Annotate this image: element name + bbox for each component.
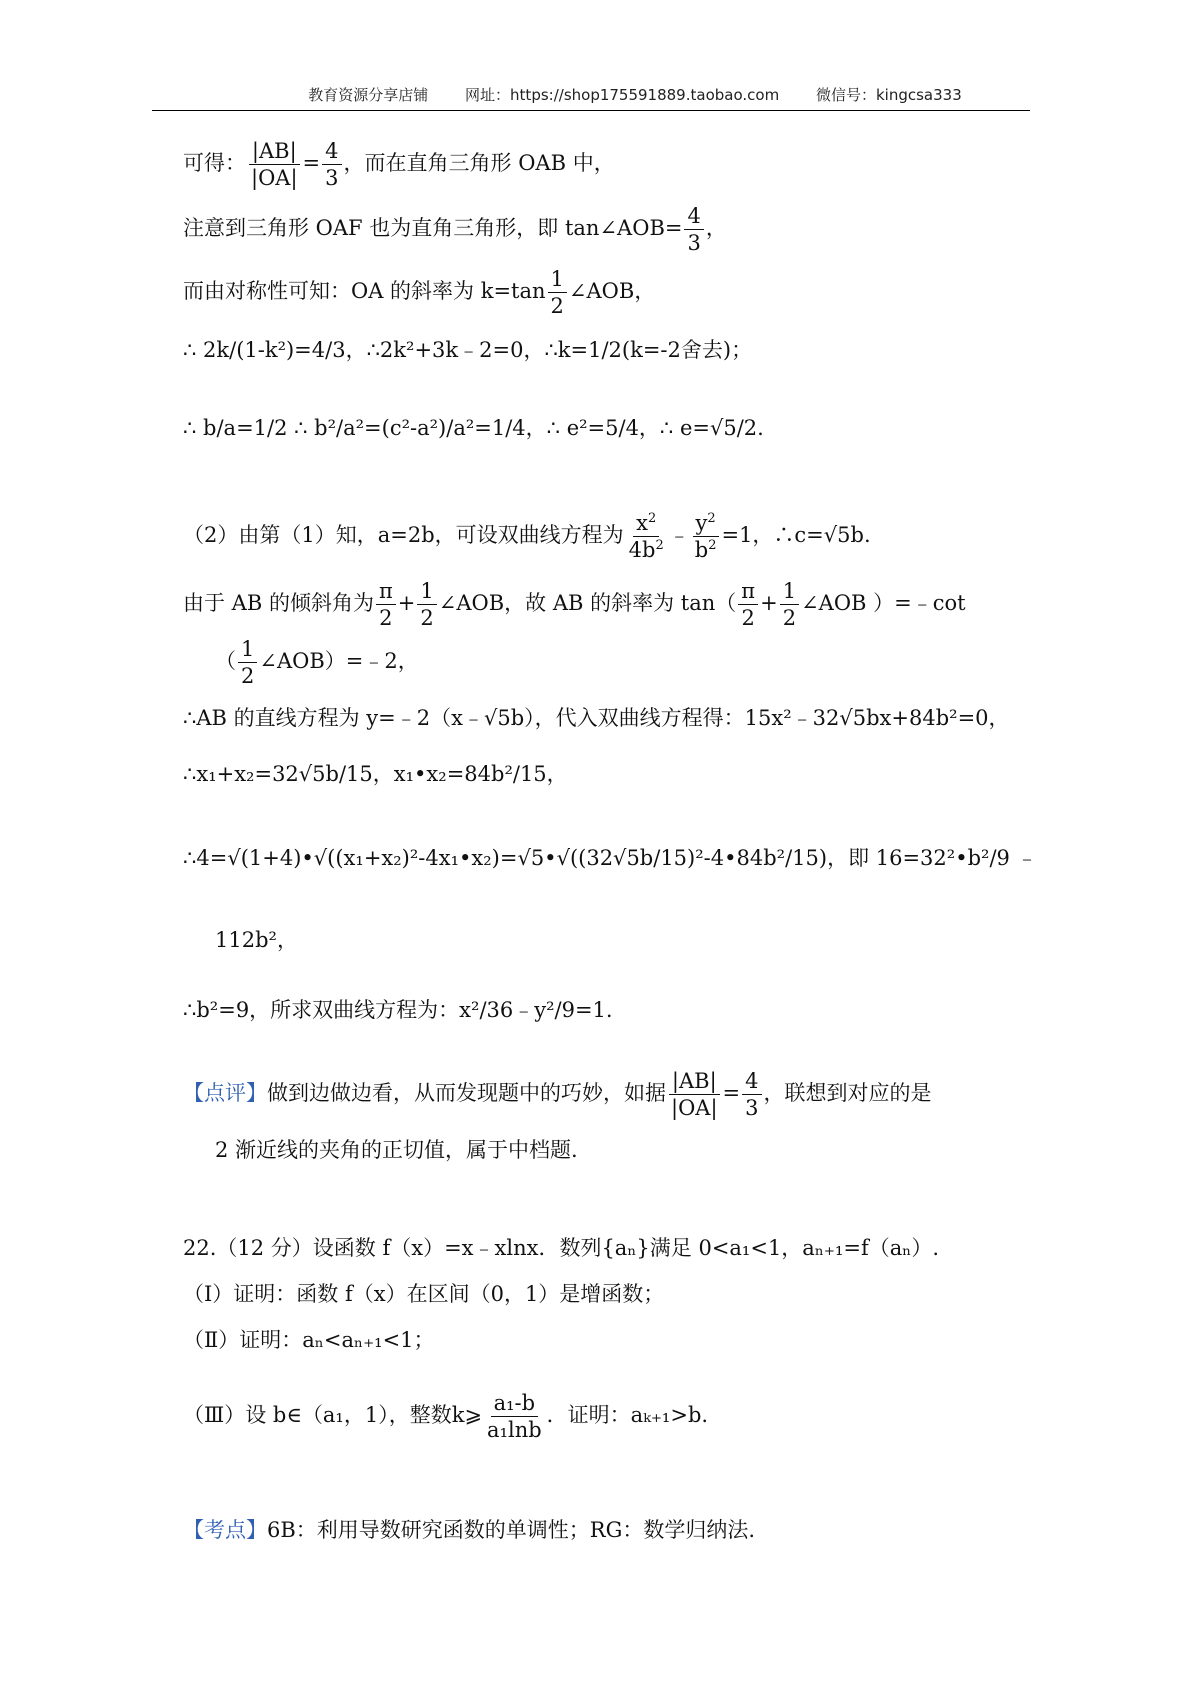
knowledge-text: 6B：利用导数研究函数的单调性；RG：数学归纳法. — [267, 1518, 756, 1542]
frac-4-3-b — [684, 205, 703, 254]
eq: = — [302, 151, 321, 176]
frac-4-3 — [322, 140, 341, 189]
frac-num: 1 — [238, 638, 257, 663]
header-shop: 教育资源分享店铺 — [308, 86, 429, 104]
frac-x2-4b2 — [626, 512, 667, 561]
ratio-num: |AB| — [669, 1070, 720, 1095]
question-22-part-2: （Ⅱ）证明：aₙ<aₙ₊₁<1； — [183, 1328, 435, 1352]
frac-num: 4 — [742, 1070, 761, 1095]
part-3-k: k⩾ — [451, 1403, 483, 1428]
frac-pi-2 — [376, 580, 396, 629]
line-14-suffix: ，联想到对应的是 — [763, 1081, 932, 1106]
question-22: 22.（12 分）设函数 f（x）=x﹣xlnx．数列{aₙ}满足 0<a₁<1，aₙ₊₁=f（aₙ）. — [183, 1236, 940, 1260]
frac-den: 2 — [420, 606, 434, 631]
frac-num: 4 — [684, 205, 703, 230]
line-3-prefix: 而由对称性可知：OA 的斜率为 k=tan — [183, 279, 546, 304]
frac-den: 3 — [745, 1096, 759, 1121]
line-15: 2 渐近线的夹角的正切值，属于中档题. — [215, 1138, 578, 1162]
frac-1-2-c — [238, 638, 257, 687]
frac-num: $x^2$ — [633, 512, 659, 537]
frac-den: 2 — [741, 606, 755, 631]
line-6-prefix: （2）由第（1）知，a=2b，可设双曲线方程为 — [183, 523, 624, 548]
frac-den: $4b^2$ — [628, 538, 664, 563]
page-header — [235, 84, 1035, 105]
frac-den: 2 — [550, 294, 564, 319]
line-14: 【点评】做到边做边看，从而发现题中的巧妙，如据 $\frac{|AB|}{|OA|}$ = $\frac{4}{3}$ ，联想到对应的是 — [183, 1069, 932, 1121]
frac-num: a₁-b — [491, 1392, 538, 1417]
frac-den: 2 — [241, 664, 255, 689]
ratio-num: |AB| — [249, 140, 300, 165]
line-6-suffix: =1，∴c=√5b. — [721, 523, 871, 548]
frac-num: $y^2$ — [693, 512, 719, 537]
line-8-text: ∠AOB）=﹣2， — [259, 649, 419, 674]
frac-den: a₁lnb — [487, 1418, 542, 1443]
line-1-prefix: 可得： — [183, 151, 246, 176]
line-9: ∴AB 的直线方程为 y=﹣2（x﹣√5b），代入双曲线方程得：15x²﹣32√5bx+84b²=0， — [183, 706, 1010, 730]
frac-num: π — [376, 580, 396, 605]
frac-den: $b^2$ — [694, 538, 717, 563]
part-3-prefix: （Ⅲ）设 b∈（a₁，1），整数 — [183, 1403, 452, 1428]
ratio-ab-oa — [248, 140, 301, 189]
question-22-part-1: （Ⅰ）证明：函数 f（x）在区间（0，1）是增函数； — [183, 1282, 665, 1306]
header-rule — [152, 110, 1030, 111]
line-5: ∴ b/a=1/2 ∴ b²/a²=(c²-a²)/a²=1/4，∴ e²=5/4，∴ e=√5/2. — [183, 416, 764, 440]
frac-num: π — [738, 580, 758, 605]
frac-num: 1 — [417, 580, 436, 605]
line-3 — [183, 268, 655, 317]
knowledge-tag: 【考点】 — [183, 1518, 267, 1542]
header-wechat: 微信号：kingcsa333 — [815, 86, 962, 104]
line-7-suffix: ∠AOB ）=﹣cot — [801, 591, 966, 616]
frac-y2-b2 — [692, 512, 720, 561]
knowledge-point — [183, 1520, 755, 1541]
ratio-den: |OA| — [251, 166, 298, 191]
line-7: 由于 AB 的倾斜角为 $\frac{\pi}{2}$ + $\frac{1}{2}$ ∠AOB，故 AB 的斜率为 tan（ $\frac{\pi}{2}$ + $\frac{1}{2}$ ∠AOB ）=﹣cot — [183, 579, 966, 631]
frac-1-2-b — [780, 580, 799, 629]
line-2-suffix: ， — [705, 216, 727, 241]
line-11: ∴4=√(1+4)•√((x₁+x₂)²-4x₁•x₂)=√5•√((32√5b/15)²-4•84b²/15)，即 16=32²•b²/9 ﹣ — [183, 846, 1038, 870]
line-1-suffix: ，而在直角三角形 OAB 中， — [343, 151, 615, 176]
line-14-text: 做到边做边看，从而发现题中的巧妙，如据 — [267, 1081, 666, 1106]
frac-4-3-c — [742, 1070, 761, 1119]
line-6: （2）由第（1）知，a=2b，可设双曲线方程为 $\frac{x^2}{4b^2}$ ﹣ $\frac{y^2}{b^2}$ =1，∴c=√5b. — [183, 511, 871, 563]
line-12: 112b²， — [215, 928, 298, 952]
ratio-den: |OA| — [671, 1096, 718, 1121]
ratio-ab-oa-b — [668, 1070, 721, 1119]
frac-num: 1 — [780, 580, 799, 605]
line-2 — [183, 205, 727, 254]
line-4: ∴ 2k/(1-k²)=4/3，∴2k²+3k﹣2=0，∴k=1/2(k=-2舍去)； — [183, 338, 753, 362]
line-7-prefix: 由于 AB 的倾斜角为 — [183, 591, 374, 616]
frac-num: 1 — [548, 268, 567, 293]
line-10: ∴x₁+x₂=32√5b/15，x₁•x₂=84b²/15， — [183, 762, 568, 786]
frac-a1b-a1lnb — [484, 1392, 545, 1441]
line-8: （ $\frac{1}{2}$ ∠AOB）=﹣2， — [215, 637, 419, 689]
frac-1-2 — [548, 268, 567, 317]
line-2-prefix: 注意到三角形 OAF 也为直角三角形，即 tan∠AOB= — [183, 216, 683, 241]
line-7-mid: ∠AOB，故 AB 的斜率为 tan（ — [438, 591, 737, 616]
header-site: 网址：https://shop175591889.taobao.com — [465, 86, 780, 104]
comment-tag: 【点评】 — [183, 1081, 267, 1106]
part-3-suffix: ．证明：aₖ₊₁>b. — [546, 1403, 709, 1428]
line-1 — [183, 140, 615, 189]
frac-den: 3 — [325, 166, 339, 191]
line-3-suffix: ∠AOB， — [568, 279, 656, 304]
question-22-part-3 — [183, 1392, 708, 1441]
frac-den: 2 — [379, 606, 393, 631]
frac-den: 2 — [782, 606, 797, 631]
frac-1-2 — [417, 580, 436, 629]
line-13: ∴b²=9，所求双曲线方程为：x²/36﹣y²/9=1. — [183, 998, 613, 1022]
frac-pi-2-b — [738, 580, 758, 629]
frac-den: 3 — [687, 231, 701, 256]
frac-num: 4 — [322, 140, 341, 165]
